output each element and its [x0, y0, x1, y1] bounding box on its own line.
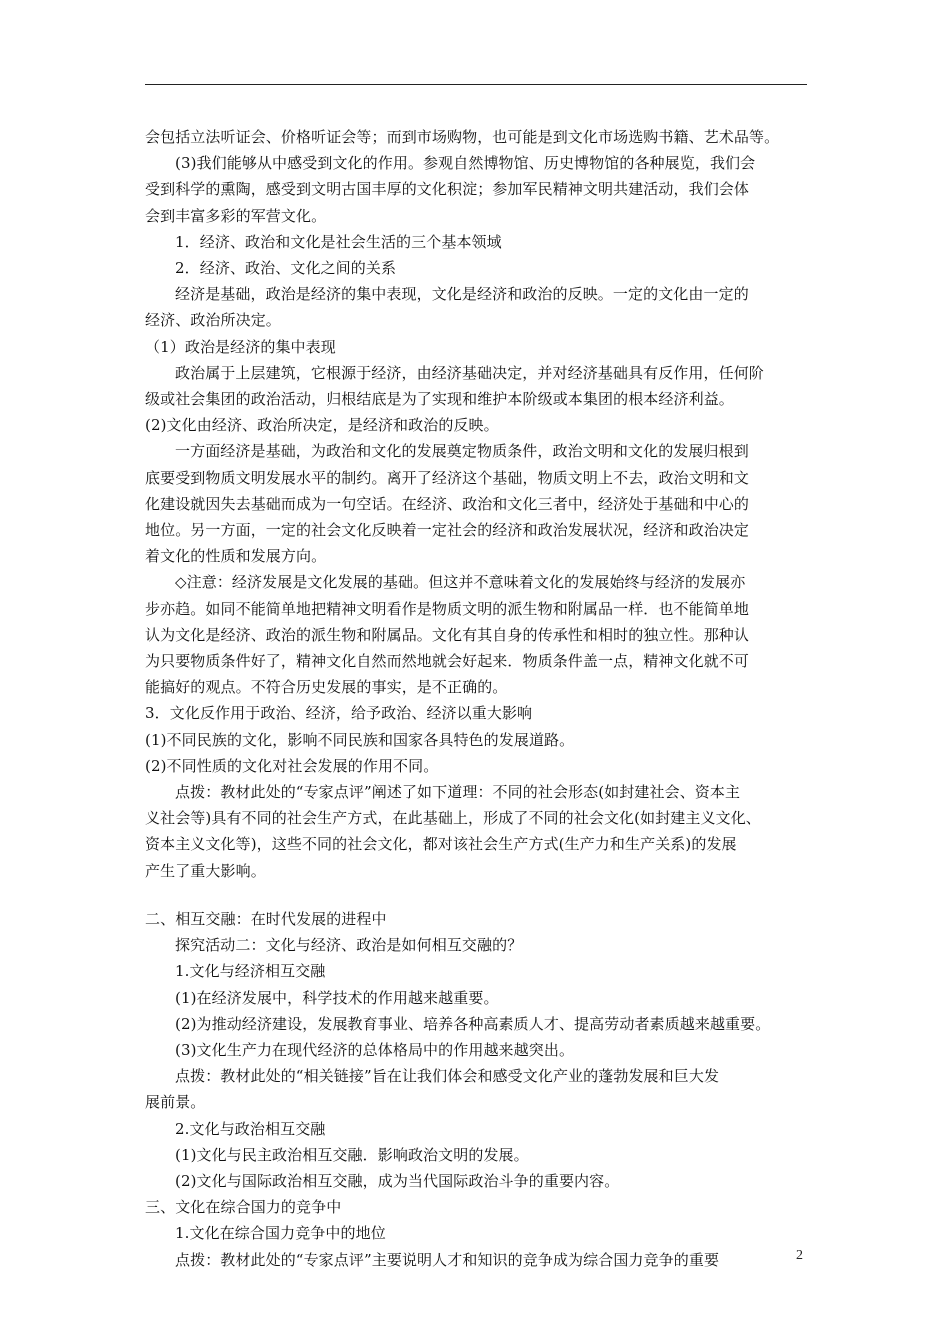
text-line: 产生了重大影响。 — [145, 861, 266, 880]
text-line: 二、相互交融：在时代发展的进程中 — [145, 909, 387, 928]
text-line: 政治属于上层建筑，它根源于经济，由经济基础决定，并对经济基础具有反作用，任何阶 — [175, 363, 764, 382]
text-line: (2)为推动经济建设，发展教育事业、培养各种高素质人才、提高劳动者素质越来越重要。 — [175, 1014, 771, 1033]
text-line: 着文化的性质和发展方向。 — [145, 547, 327, 566]
text-line: 1.文化与经济相互交融 — [175, 962, 326, 981]
text-line: 地位。另一方面，一定的社会文化反映着一定社会的经济和政治发展状况，经济和政治决定 — [145, 521, 750, 540]
text-line: 认为文化是经济、政治的派生物和附属品。文化有其自身的传承性和相时的独立性。那种认 — [145, 625, 750, 644]
text-line: 2.文化与政治相互交融 — [175, 1119, 326, 1138]
header-rule — [145, 84, 807, 85]
text-line: 经济是基础，政治是经济的集中表现，文化是经济和政治的反映。一定的文化由一定的 — [175, 285, 749, 304]
text-line: 展前景。 — [145, 1093, 206, 1112]
text-line: 能搞好的观点。不符合历史发展的事实，是不正确的。 — [145, 678, 508, 697]
text-line: 一方面经济是基础，为政治和文化的发展奠定物质条件，政治文明和文化的发展归根到 — [175, 442, 749, 461]
text-line: 经济、政治所决定。 — [145, 311, 281, 330]
text-line: (2)文化与国际政治相互交融，成为当代国际政治斗争的重要内容。 — [175, 1171, 620, 1190]
text-line: 步亦趋。如同不能简单地把精神文明看作是物质文明的派生物和附属品一样．也不能简单地 — [145, 599, 750, 618]
text-line: 义社会等)具有不同的社会生产方式，在此基础上，形成了不同的社会文化(如封建主义文化、 — [145, 809, 761, 828]
text-line: (2)文化由经济、政治所决定，是经济和政治的反映。 — [145, 416, 499, 435]
text-line: 会到丰富多彩的军营文化。 — [145, 206, 327, 225]
text-line: 1.文化在综合国力竞争中的地位 — [175, 1224, 386, 1243]
text-line: （1）政治是经济的集中表现 — [145, 337, 336, 356]
text-line: 点拨：教材此处的“专家点评”阐述了如下道理：不同的社会形态(如封建社会、资本主 — [175, 783, 741, 802]
blank-line — [145, 884, 809, 906]
text-line: 3．文化反作用于政治、经济，给予政治、经济以重大影响 — [145, 704, 533, 723]
text-line: 探究活动二：文化与经济、政治是如何相互交融的？ — [175, 936, 523, 955]
text-line: 三、文化在综合国力的竞争中 — [145, 1198, 342, 1217]
text-line: (1)文化与民主政治相互交融．影响政治文明的发展。 — [175, 1145, 529, 1164]
text-line: 底要受到物质文明发展水平的制约。离开了经济这个基础，物质文明上不去，政治文明和文 — [145, 468, 750, 487]
text-line: 为只要物质条件好了，精神文化自然而然地就会好起来．物质条件盖一点，精神文化就不可 — [145, 652, 750, 671]
text-line: (2)不同性质的文化对社会发展的作用不同。 — [145, 756, 439, 775]
text-line: 资本主义文化等)，这些不同的社会文化，都对该社会生产方式(生产力和生产关系)的发展 — [145, 835, 737, 854]
document-body — [145, 124, 809, 1273]
text-line: (1)不同民族的文化，影响不同民族和国家各具特色的发展道路。 — [145, 730, 575, 749]
page-number: 2 — [796, 1248, 803, 1263]
text-line: 点拨：教材此处的“专家点评”主要说明人才和知识的竞争成为综合国力竞争的重要 — [175, 1250, 720, 1269]
text-line: 会包括立法听证会、价格听证会等；而到市场购物，也可能是到文化市场选购书籍、艺术品等。 — [145, 128, 780, 146]
text-line: 化建设就因失去基础而成为一句空话。在经济、政治和文化三者中，经济处于基础和中心的 — [145, 494, 750, 513]
text-line: (1)在经济发展中，科学技术的作用越来越重要。 — [175, 988, 499, 1007]
text-line: 级或社会集团的政治活动，归根结底是为了实现和维护本阶级或本集团的根本经济利益。 — [145, 390, 734, 409]
text-line: (3)文化生产力在现代经济的总体格局中的作用越来越突出。 — [175, 1040, 575, 1059]
text-line: ◇注意：经济发展是文化发展的基础。但这并不意味着文化的发展始终与经济的发展亦 — [175, 573, 746, 592]
text-line: 受到科学的熏陶，感受到文明古国丰厚的文化积淀；参加军民精神文明共建活动，我们会体 — [145, 180, 750, 199]
text-line: 1．经济、政治和文化是社会生活的三个基本领域 — [175, 232, 502, 251]
text-line: (3)我们能够从中感受到文化的作用。参观自然博物馆、历史博物馆的各种展览，我们会 — [175, 154, 756, 173]
text-line: 2．经济、政治、文化之间的关系 — [175, 259, 397, 278]
text-line: 点拨：教材此处的“相关链接”旨在让我们体会和感受文化产业的蓬勃发展和巨大发 — [175, 1067, 720, 1086]
